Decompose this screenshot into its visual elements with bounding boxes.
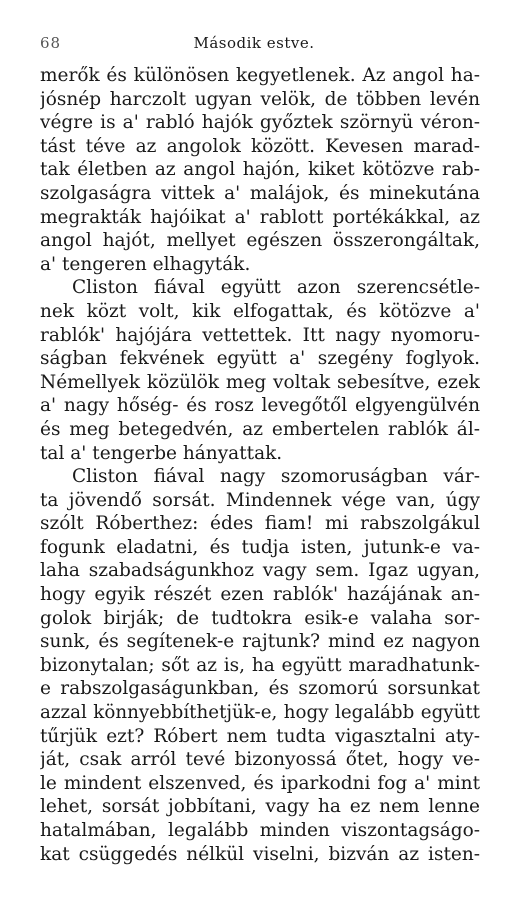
text-line: golok birják; de tudtokra esik-e valaha sor- — [40, 607, 480, 629]
text-line: bizonytalan; sőt az is, ha együtt maradhatunk- — [40, 654, 480, 676]
text-line: lehet, sorsát jobbítani, vagy ha ez nem lenne — [40, 796, 480, 818]
text-line: hatalmában, legalább minden viszontagságo- — [40, 820, 480, 841]
text-line: tást téve az angolok között. Kevesen marad- — [40, 135, 480, 157]
text-line: megrakták hajóikat a' rablott portékákkal, az — [40, 206, 480, 228]
text-line: laha szabadságunkhoz vagy sem. Igaz ugyan, — [40, 560, 480, 582]
text-line: tűrjük ezt? Róbert nem tudta vigasztalni aty- — [40, 725, 480, 747]
text-line: e rabszolgaságunkban, és szomorú sorsunkat — [40, 678, 480, 700]
paragraph-end-line: a' tengeren elhagyták. — [40, 253, 251, 275]
text-line: azzal könnyebbíthetjük-e, hogy legalább együtt — [40, 702, 480, 724]
text-line: ját, csak arról tevé bizonyossá őtet, hogy ve- — [40, 749, 480, 771]
text-line: szolgaságra vittek a' malájok, és minekutána — [40, 182, 480, 204]
text-line: sunk, és segítenek-e rajtunk? mind ez nagyon — [40, 631, 480, 653]
text-line: tak életben az angol hajón, kiket kötözve rab- — [40, 159, 480, 181]
text-line: szólt Róberthez: édes fiam! mi rabszolgákul — [40, 513, 480, 535]
paragraph-first-line: Cliston fiával együtt azon szerencsétle- — [72, 277, 480, 299]
text-line: végre is a' rabló hajók győztek szörnyü véron- — [40, 112, 480, 134]
page-header — [40, 34, 468, 56]
text-line: hogy egyik részét ezen rablók' hazájának an- — [40, 584, 480, 606]
text-line: le mindent elszenved, és iparkodni fog a' mint — [40, 772, 480, 794]
text-line: nek közt volt, kik elfogattak, és kötözve a' — [40, 300, 480, 322]
text-line: ta jövendő sorsát. Mindennek vége van, úgy — [40, 489, 480, 511]
running-title: Második estve. — [193, 34, 315, 52]
text-line: és meg betegedvén, az embertelen rablók ál- — [40, 418, 480, 440]
text-line: angol hajót, mellyet egészen összerongáltak, — [40, 230, 480, 252]
text-line: fogunk eladatni, és tudja isten, jutunk-e va- — [40, 536, 480, 558]
text-line: ságban fekvének együtt a' szegény foglyok. — [40, 348, 480, 370]
text-line: Némellyek közülök meg voltak sebesítve, ezek — [40, 371, 480, 393]
text-line: jósnép harczolt ugyan velök, de többen levén — [40, 88, 480, 110]
text-line: kat csüggedés nélkül viselni, bizván az isten- — [40, 843, 480, 865]
text-line: a' nagy hőség- és rosz levegőtől elgyengülvén — [40, 395, 480, 417]
paragraph-end-line: tal a' tengerbe hányattak. — [40, 442, 283, 464]
body-text — [40, 64, 480, 866]
paragraph-first-line: Cliston fiával nagy szomoruságban vár- — [72, 466, 480, 488]
text-line: merők és különösen kegyetlenek. Az angol ha- — [40, 65, 480, 86]
text-line: rablók' hajójára vettettek. Itt nagy nyomoru- — [40, 324, 480, 346]
page-number: 68 — [40, 34, 62, 52]
